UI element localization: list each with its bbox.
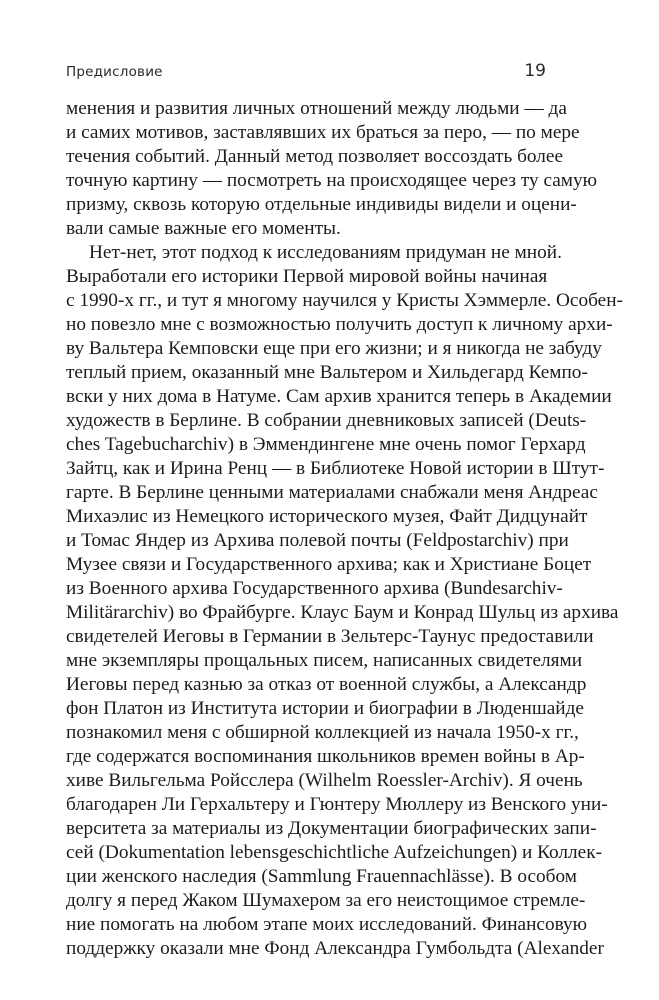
text-line: из Военного архива Государственного архива (Bundesarchiv-	[66, 578, 563, 599]
text-line: познакомил меня с обширной коллекцией из начала 1950-х гг.,	[66, 722, 579, 743]
text-line: где содержатся воспоминания школьников времен войны в Ар-	[66, 746, 585, 767]
text-line: гарте. В Берлине ценными материалами снабжали меня Андреас	[66, 482, 598, 503]
text-line: ние помогать на любом этапе моих исследований. Финансовую	[66, 914, 588, 935]
text-line: Михаэлис из Немецкого исторического музея, Файт Дидцунайт	[66, 506, 588, 527]
page-number: 19	[524, 61, 546, 81]
text-line: Нет-нет, этот подход к исследованиям придуман не мной.	[89, 242, 562, 263]
text-line: сей (Dokumentation lebensgeschichtliche Aufzeichungen) и Коллек-	[66, 842, 603, 863]
text-line: Зайтц, как и Ирина Ренц — в Библиотеке Новой истории в Штут-	[66, 458, 605, 479]
text-line: призму, сквозь которую отдельные индивиды видели и оцени-	[66, 194, 577, 215]
text-line: ches Tagebucharchiv) в Эммендингене мне очень помог Герхард	[66, 434, 586, 455]
paragraph	[66, 241, 623, 961]
text-line: теплый прием, оказанный мне Вальтером и Хильдегард Кемпо-	[66, 362, 588, 383]
text-line: Выработали его историки Первой мировой войны начиная	[66, 266, 548, 287]
text-line: вски у них дома в Натуме. Сам архив хранится теперь в Академии	[66, 386, 612, 407]
text-line: художеств в Берлине. В собрании дневниковых записей (Deuts-	[66, 410, 587, 431]
text-line: поддержку оказали мне Фонд Александра Гумбольдта (Alexander	[66, 938, 604, 959]
text-line: течения событий. Данный метод позволяет воссоздать более	[66, 146, 564, 167]
text-line: менения и развития личных отношений между людьми — да	[66, 98, 567, 119]
running-head-title: Предисловие	[66, 64, 163, 80]
text-line: Militärarchiv) во Фрайбурге. Клаус Баум и Конрад Шульц из архива	[66, 602, 619, 623]
text-line: Музее связи и Государственного архива; как и Христиане Боцет	[66, 554, 592, 575]
text-line: долгу я перед Жаком Шумахером за его неистощимое стремле-	[66, 890, 586, 911]
text-line: ции женского наследия (Sammlung Frauennachlässe). В особом	[66, 866, 577, 887]
text-line: верситета за материалы из Документации биографических запи-	[66, 818, 597, 839]
paragraph	[66, 97, 598, 241]
text-line: Иеговы перед казнью за отказ от военной службы, а Александр	[66, 674, 587, 695]
body-text	[66, 97, 623, 961]
text-line: вали самые важные его моменты.	[66, 218, 341, 239]
text-line: и Томас Яндер из Архива полевой почты (Feldpostarchiv) при	[66, 530, 569, 551]
text-line: благодарен Ли Герхальтеру и Гюнтеру Мюллеру из Венского уни-	[66, 794, 608, 815]
text-line: мне экземпляры прощальных писем, написанных свидетелями	[66, 650, 583, 671]
text-line: фон Платон из Института истории и биографии в Люденшайде	[66, 698, 584, 719]
text-line: но повезло мне с возможностью получить доступ к личному архи-	[66, 314, 613, 335]
text-line: с 1990-х гг., и тут я многому научился у Кристы Хэммерле. Особен-	[66, 290, 623, 311]
text-line: и самих мотивов, заставлявших их браться за перо, — по мере	[66, 122, 580, 143]
text-line: ву Вальтера Кемповски еще при его жизни; и я никогда не забуду	[66, 338, 602, 359]
text-line: свидетелей Иеговы в Германии в Зельтерс-Таунус предоставили	[66, 626, 594, 647]
text-line: хиве Вильгельма Ройсслера (Wilhelm Roessler-Archiv). Я очень	[66, 770, 583, 791]
text-line: точную картину — посмотреть на происходящее через ту самую	[66, 170, 598, 191]
